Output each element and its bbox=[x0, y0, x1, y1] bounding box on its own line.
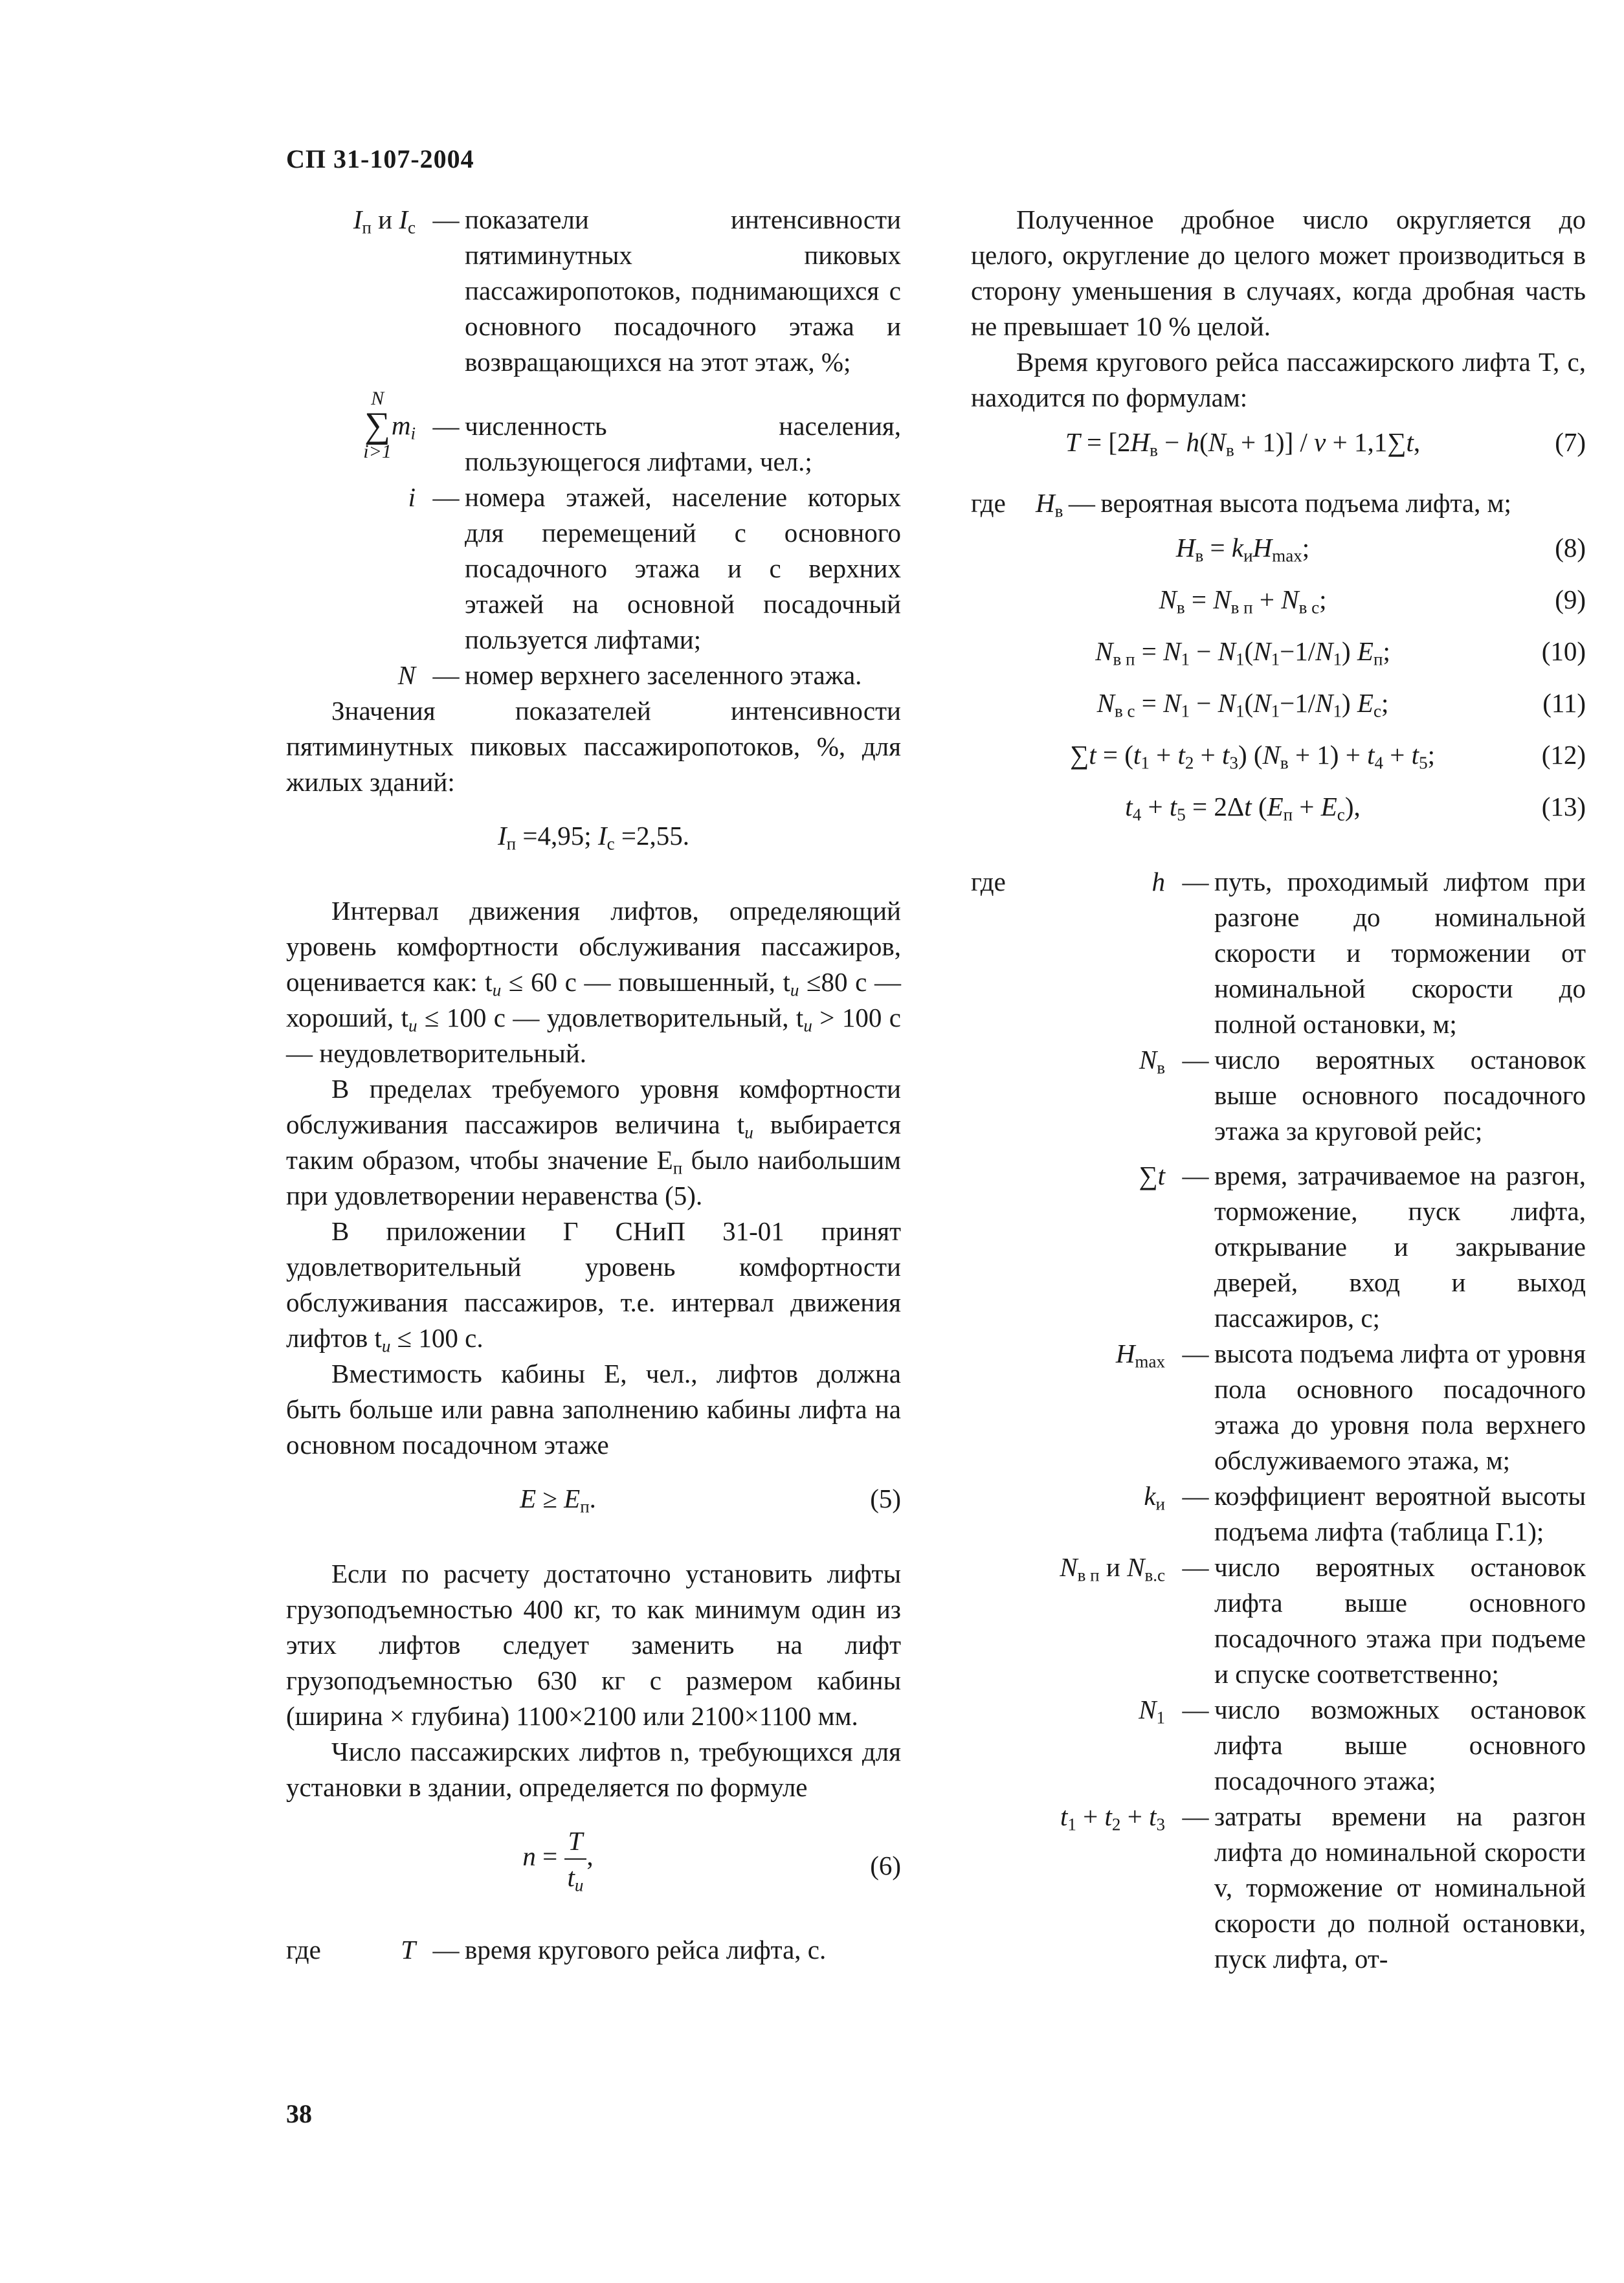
definition-term: $H_{max}$ bbox=[1115, 1339, 1165, 1372]
definition-row: $H_{max}$ — высота подъема лифта от уровня пола основного посадочного этажа до уровня пола верхнего обслуживаемого этажа, м; bbox=[971, 1336, 1586, 1478]
definition-row: $I_п$ и $I_с$ — показатели интенсивности пятиминутных пиковых пассажиропотоков, поднимающихся с основного посадочного этажа и возвращающихся на этот этаж, %; bbox=[286, 202, 901, 380]
paragraph: Число пассажирских лифтов n, требующихся для установки в здании, определяется по формуле bbox=[286, 1737, 901, 1802]
definition-text: число возможных остановок лифта выше основного посадочного этажа; bbox=[1214, 1695, 1586, 1796]
definition-row: $t_1 + t_2 + t_3$ — затраты времени на разгон лифта до номинальной скорости v, торможение от номинальной скорости до полной остановки, пуск лифта, от- bbox=[971, 1799, 1586, 1977]
paragraph: Полученное дробное число округляется до целого, округление до целого может производиться в сторону уменьшения в случаях, когда дробная часть не превышает 10 % целой. bbox=[971, 205, 1586, 341]
definition-term: $N_{в п}$ и $N_{в.с}$ bbox=[1060, 1552, 1165, 1585]
paragraph: Интервал движения лифтов, определяющий уровень комфортности обслуживания пассажиров, оценивается как: $t_и \le 60$ с — повышенный, $t_и \le 80$ с — хороший, $t_и \le 100$ с — удовлетворительный, $t_и > 100$ с — неудовлетворительный. bbox=[286, 896, 901, 1068]
definition-text: номер верхнего заселенного этажа. bbox=[465, 660, 862, 690]
definition-term: $N_1$ bbox=[1139, 1695, 1165, 1728]
definition-text: коэффициент вероятной высоты подъема лифта (таблица Г.1); bbox=[1214, 1481, 1586, 1546]
formula-12: $\sum t = (t_1 + t_2 + t_3) (N_в + 1) + t_4 + t_5$; (12) bbox=[1070, 740, 1586, 773]
definition-row: $N_в$ — число вероятных остановок выше основного посадочного этажа за круговой рейс; bbox=[971, 1042, 1586, 1149]
definition-term: $H_в$ bbox=[1036, 488, 1063, 521]
definition-text: высота подъема лифта от уровня пола основного посадочного этажа до уровня пола верхнего обслуживаемого этажа, м; bbox=[1214, 1339, 1586, 1475]
sum-symbol: N ∑ i>1 bbox=[363, 388, 392, 462]
definition-text: численность населения, пользующегося лифтами, чел.; bbox=[465, 411, 901, 476]
definition-term: N bbox=[397, 660, 416, 690]
formula-5: $E \ge E_п$. (5) bbox=[520, 1484, 901, 1517]
formula-7: $T = [2H_в - h(N_в + 1)] / v + 1,1\sum t$, (7) bbox=[1065, 427, 1586, 460]
definition-row: N ∑ i>1 $m_i$ — численность населения, пользующегося лифтами, чел.; bbox=[286, 389, 901, 480]
definition-text: число вероятных остановок выше основного посадочного этажа за круговой рейс; bbox=[1214, 1045, 1586, 1146]
formula-8: $H_в = k_иH_{max}$; (8) bbox=[1175, 533, 1586, 566]
definition-row: $k_и$ — коэффициент вероятной высоты подъема лифта (таблица Г.1); bbox=[971, 1478, 1586, 1550]
formula-intensity: $I_п =4,95$; $I_с =2,55$. bbox=[498, 821, 689, 854]
formula-10: $N_{в п} = N_1 - N_1(N_1-1/N_1)$ $E_п$; (10) bbox=[1095, 636, 1586, 669]
definition-term: N ∑ i>1 $m_i$ bbox=[363, 388, 416, 462]
paragraph: Значения показателей интенсивности пятиминутных пиковых пассажиропотоков, %, для жилых зданий: bbox=[286, 696, 901, 797]
definition-term: h bbox=[1151, 867, 1165, 896]
definition-row: где h — путь, проходимый лифтом при разгоне до номинальной скорости и торможении от номинальной скорости до полной остановки, м; bbox=[971, 864, 1586, 1042]
right-column bbox=[971, 202, 1586, 1977]
definition-row: ∑t — время, затрачиваемое на разгон, торможение, пуск лифта, открывание и закрывание дверей, вход и выход пассажиров, с; bbox=[971, 1158, 1586, 1336]
definition-term: i bbox=[408, 482, 416, 512]
paragraph: Вместимость кабины E, чел., лифтов должна быть больше или равна заполнению кабины лифта на основном посадочном этаже bbox=[286, 1359, 901, 1460]
definition-row: i — номера этажей, население которых для перемещений с основного посадочного этажа и с верхних этажей на основной посадочный пользуется лифтами; bbox=[286, 480, 901, 658]
definition-row: N — номер верхнего заселенного этажа. bbox=[286, 658, 901, 693]
definition-text: показатели интенсивности пятиминутных пиковых пассажиропотоков, поднимающихся с основного посадочного этажа и возвращающихся на этот этаж, %; bbox=[465, 205, 901, 377]
definition-text: затраты времени на разгон лифта до номинальной скорости v, торможение от номинальной скорости до полной остановки, пуск лифта, от- bbox=[1214, 1801, 1586, 1974]
formula-9: $N_в = N_{в п} + N_{в с}$; (9) bbox=[1159, 585, 1586, 618]
definition-text: путь, проходимый лифтом при разгоне до номинальной скорости и торможении от номинальной скорости до полной остановки, м; bbox=[1214, 867, 1586, 1039]
paragraph: В пределах требуемого уровня комфортности обслуживания пассажиров величина $t_и$ выбирается таким образом, чтобы значение $E_п$ было наибольшим при удовлетворении неравенства (5). bbox=[286, 1074, 901, 1210]
definition-row: $N_{в п}$ и $N_{в.с}$ — число вероятных остановок лифта выше основного посадочного этажа при подъеме и спуске соответственно; bbox=[971, 1550, 1586, 1692]
page-number: 38 bbox=[286, 2099, 312, 2128]
definition-row: где T — время кругового рейса лифта, с. bbox=[286, 1932, 901, 1968]
definition-term: ∑t bbox=[1139, 1161, 1165, 1190]
definition-term: $t_1 + t_2 + t_3$ bbox=[1060, 1801, 1165, 1834]
definition-term: $k_и$ bbox=[1144, 1481, 1165, 1514]
formula-11: $N_{в с} = N_1 - N_1(N_1-1/N_1)$ $E_с$; (11) bbox=[1096, 688, 1586, 721]
formula-6: n = $\frac{T}{t_и}$ , (6) bbox=[286, 1823, 901, 1914]
paragraph: В приложении Г СНиП 31-01 принят удовлетворительный уровень комфортности обслуживания пассажиров, т.е. интервал движения лифтов $t_и \le 100$ с. bbox=[286, 1216, 901, 1356]
paragraph: Если по расчету достаточно установить лифты грузоподъемностью 400 кг, то как минимум один из этих лифтов следует заменить на лифт грузоподъемностью 630 кг с размером кабины (ширина × глубина) 1100×2100 или 2100×1100 мм. bbox=[286, 1559, 901, 1731]
definition-row: где $H_в$ — вероятная высота подъема лифта, м; bbox=[971, 485, 1586, 521]
definition-text: время кругового рейса лифта, с. bbox=[465, 1935, 827, 1965]
formula-13: $t_4 + t_5 = 2\Delta t$ $(E_п + E_с)$, (13) bbox=[1125, 792, 1586, 825]
definition-row: $N_1$ — число возможных остановок лифта выше основного посадочного этажа; bbox=[971, 1692, 1586, 1799]
document-code-header: СП 31-107-2004 bbox=[286, 144, 474, 173]
definition-term: T bbox=[401, 1935, 416, 1965]
definition-text: число вероятных остановок лифта выше основного посадочного этажа при подъеме и спуске соответственно; bbox=[1214, 1552, 1586, 1689]
definition-text: время, затрачиваемое на разгон, торможение, пуск лифта, открывание и закрывание дверей, вход и выход пассажиров, с; bbox=[1214, 1161, 1586, 1333]
paragraph: Время кругового рейса пассажирского лифта T, с, находится по формулам: bbox=[971, 347, 1586, 412]
definition-term: $I_п$ и $I_с$ bbox=[353, 205, 416, 238]
definition-term: $N_в$ bbox=[1139, 1045, 1165, 1078]
definition-text: вероятная высота подъема лифта, м; bbox=[1100, 488, 1511, 518]
definition-text: номера этажей, население которых для перемещений с основного посадочного этажа и с верхних этажей на основной посадочный пользуется лифтами; bbox=[465, 482, 901, 654]
left-column bbox=[286, 202, 901, 1968]
